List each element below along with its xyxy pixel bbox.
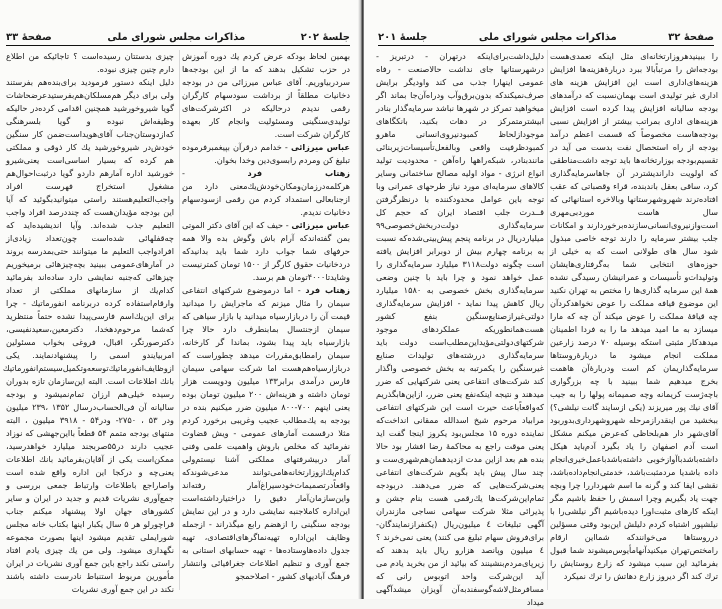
- paragraph: عباس میرزائی - حیف که این آقای دکتر الموتی بمن گفته‌اندکه آرام باش وگوش بده والا همه حرفهای شما جواب دارد شما باید بدانیدکه دردخانیات حقوق کارگر از ۱۵۰۰ تومان کمترنیست وشایدتا۴۰۰۰تومان هم برسد.: [182, 220, 350, 282]
- page-number: صفحهٔ ۳۳: [6, 32, 52, 43]
- paragraph: دلیل اینکه دستور فرمودید برای‌بنده‌هم بفرستند ولی برای دیگر هم‌مسلکان‌هم‌بفرستید‌عرضحاشات گویا شیروخورشید همچنین اقدامی کرده‌در حالیکه وظیفه‌اش نبوده و گویا بلسرهنگی که‌ازدوستان‌جناب آقای‌هویداست‌ضمن کار سنگین خودش‌در شیروخورشید یك کار ذوقی و مملکتی هم کرده که بسیار اساسی‌است یعنی‌شیرو خورشید اداره آمارهم داردو گویا درثبت‌احوال‌هم مشغول استخراج فهرست افراد واجب‌التعلیم‌هستند راستی میتوانیدبگوئید که آیا این بودجه مؤیدان‌هست که چنددرصد افراد واجب التعلیم جذب شده‌اند. وآیا اندیشیده‌اید که چه‌قفلهائی شده‌است چون‌تعداد زیادی‌از افرادواجب التعلیم ما میتوانند حتی‌بمدرسه بروند در آمارهای‌عمومی ببینید بچه‌چیزهائی برمیخوریم چیزهائی که‌جنبه نمایشی دارد ساده‌اند بفرمائید کدام‌یك از سازمانهای مملکتی از تعداد وارقام‌استفاده کرده دربرنامه انفورماتیك - چرا برای این‌یك‌اسم فارسی‌پیدا نشده حتماً منتظرید که‌شما مرحوم‌دهخدا، دکترمعین،سعیدنفیسی، دکترصورتگر، اقبال، فروغی بخواب مسئولین امربیایندو اسمی را پیشنهادنمایند. یکی ازوظایف‌انفورماتیك‌توسعه‌وتکمیل‌سیستم‌انفورماتیك بانك اطلاعات است. البته این‌سازمان تازه بدوران رسیده خیلی‌هم ارزان تمام‌نمیشود و بودجه سالیانه آن فی‌الحساب‌درسال ۱۳۵۲ ،۲۳۹ میلیون ودر ۵۳ ، ۲۷۵۰- ودر۵۴ - ۳۹۱۸ میلیون ، البته منتهای بودجه متمم ۵۴ قطعاً بااین‌جهشی که نوزاد عجیب دارند در۵۵صربجند میلیارد خواهدرسید، ممکن‌است یکی از آقایان‌بفرمائید بانك اطلاعات یعنی‌چه و درکجا این اداره واقع شده است واصاراجع باطلاعات وارتباط جمعی بررسی و جمع‌آوری نشریات قدیم و جدید در ایران و سایر کشورهای جهان اولا پیشنهاد میکنم جناب قراچورلو هر ۵ سال یکبار اینها بکتاب خانه مجلس شورایملی تقدیم میشود اینها بصورت مجموعه نگهداری میشود. ولی من یك چیزی یادم افتاد راستی نکند راجع باین جمع آوری نشریات در ایران مأمورین مربوط استنباط نادرست داشته باشند نکند در این جمع آوری نشریات: [2, 77, 175, 594]
- session-number: جلسهٔ ۲۰۲: [300, 32, 350, 43]
- header-rule: [6, 45, 350, 46]
- paragraph: چیزی بدستتان رسیده‌است ؟ تاجائیکه من اطلاع دارم چنین چیزی نبوده.: [6, 51, 174, 74]
- paragraph: زهتاب فرد - هرکلمه‌درزمان‌ومکان‌خودش‌یك‌معنی دارد من ازجنابعالی استمداد کردم من رقمی ازسودسهام دخانیات ندیدم.: [182, 168, 351, 217]
- left-page-header: [6, 27, 350, 43]
- column-divider: [179, 50, 180, 590]
- paragraph: عباس میرزائی - خدامم درقرآن بپیغمبرفرموده تبلیغ کن ومردم رابسوی‌دین وخدا بخوان.: [182, 142, 350, 165]
- paragraph: بهمین لحاظ بودکه عرض کردم یك دوره آموزش در حزب تشکیل بدهند که ما از این بودجه‌ها سردربیاوریم. آقای عباس میرزائی من در بودجه دخانیات مطلقاً از برداشت سودسهام کارگران رقمی ندیدم درحالیکه در اکثرشرکت‌های تولیدی‌سنگینی ومسئولیت وانجام کار بعهده کارگران شرکت است.: [182, 51, 350, 139]
- journal-title: مذاکرات مجلس شورای ملی: [478, 32, 617, 43]
- column-divider: [547, 50, 548, 590]
- right-page-header: [378, 27, 714, 43]
- text-column-2: [2, 50, 175, 596]
- speaker-name: زهتاب فرد: [305, 285, 350, 295]
- left-page: [0, 0, 360, 599]
- speaker-name: عباس میرزائی: [290, 142, 350, 152]
- speaker-name: عباس میرزائی: [291, 220, 350, 230]
- page-number: صفحهٔ ۳۲: [668, 32, 714, 43]
- journal-title: مذاکرات مجلس شورای ملی: [107, 32, 246, 43]
- paragraph: دلیل‌داشت‌برای‌اینکه درتهران - درتبریز - درشهرستانها جای نداشت حالاصنعت - رفاه عمومی اینهارا جذب می کند واودیگر برایش صرف‌نمیکندکه بدون‌برق‌وآب ودراه‌آن‌جا بماند اگر میخواهید تمرکز در شهرها نباشد سرمایه‌گذار بنادر ابیشترمتمرکز در دهات بکنید، بانکگاهای موجودازلحاظ کمبودنیروی‌انسانی ماهرو کمبود‌ظرفیت واقعی وبالفعل‌تأسیسات‌زیربنائی مانندبنادر، شبکه‌راهها راه‌آهن - محدودیت تولید انواع انرژی - مواد اولیه مصالح ساختمانی وسایر کالاهای سرمایه‌ای مورد نیاز طرحهای عمرانی وبا توجه باین عوامل محدودکننده با درنظرگرفتن قــدرت جلب اقتصاد ایران که حجم کل سرمایه‌گذاری دولت‌دربخش‌خصوصی۹۹ میلیارد‌ریال در برنامه پنجم پیش‌بینی‌شده‌که نسبت به برنامه چهارم بیش از دوبرابر افزایش یافته است چگونه دولت۳۱۱۸ میلیارد سرمایه‌گذاری را عمل خواهد نمود و چرا باید با چنین وضعی سرمایه‌گذاری بخش خصوصی به ۱۵۸۰ میلیارد ریال کاهش پیدا نماید - افزایش سرمایه‌گذاری دولتی‌غیرازصنایع‌سنگین بنفع کشور هست‌همانطوریکه عملکردهای موجود شرکتهای‌دولتی‌مؤیداین‌مطلب‌است دولت باید سرمایه‌گذاری دررشته‌های تولیدات صنایع غیرسنگین را یکمرتبه به بخش خصوصی واگذار کند شرکت‌های انتفاعی یعنی شرکتهایی که ضرر میدهند و نتیجه اینکه‌نفع یعنی ضرر، ازاین‌هابگذریم که‌واقعاًباعث حیرت است این شرکتهای انتفاعی مرابیاد مرحوم شیخ اسدالله ممقانی انداخت‌که نماینده دوره ۱۵ مجلس‌بود یکروز اینجا گفت اید یعنی موقت راجع به محاکمهٔ رضا افشار بود حالا بنده هم بعد ازاین مدت ازدیدهمان‌هم‌شهری‌ست و چند سال پیش باید بگویم شرکت‌های انتفاعی یعنی‌شرکت‌هایی که ضرر می‌دهند. دربودجه تمام‌این‌شرکت‌ها یك‌رقمی هست بنام جشن و پذیرائی مثلا شرکت سهامی نساجی مازندران آگهی تبلیغات ٤ میلیون‌ریال (یکنفر‌ازنمایندگان- برای‌فروش سهام تبلیغ می کنند) یعنی نمی‌خرند ؟ ٤ میلیون وپانصد هزارو ریال باید بدهند که زیرپای‌مردم‌بنشینند که بیائید از من بخرید یادم می آید این‌شرکت واحد اتوبوس رانی که مسافر‌مثل‌لاشه‌گوسفندبه‌آن آویزان میشدآگهی میداد: [376, 51, 544, 607]
- paragraph: زهتاب فرد - اما درموضوع شرکتهای انتفاعی سیمان را مثال میزنم که ماجرایش را میدانید قیمت آن را دربازارسیاه میدانید یا بازار سیاهی که سیمان ازجنتسال بمابنطرف دارد حالا چرا بازارسیاه باید پیدا بشود، بماندا گر کارخانه، سیمان رامطابق‌مقررات میدهد چطوراست که دربازارسیاه‌هم‌هست اما شرکت سهامی سیمان فارس درآمدی برابر۱۳۳ میلیون ودویست هزار تومان داشته و هزینه‌اش ۲۰۰ میلیون تومان بوده یعنی اینهم ۷۰۰-۸۰۰ میلیون ضرر میکنیم بنده در بودجه به یك‌مطالب عجیب وغریبی برخورد کردم مثلا درقسمت آمارهای عمومی - ویش قضاوت نفرمائید که مخلص باروش واهمیت علمی وفنی آمار دربیشرفتهای مملکتی آشنا نیستم‌ولی کدام‌یك‌ازوزارتخانه‌هامی‌توانند مدعی‌شوندکه واقعاًدرتصمیمات‌خودسیراغ‌آمار رفته‌اند واین‌سازمان‌آمار دقیق را دراختیارداشته‌است این‌اداره کاملاجنبه نمایشی دارد و در این نمایش بودجه سنگینی را ازهضم رابع میگذراند - ازجمله وظایف این‌اداره تهیه‌نماگرهای‌اقتصادی، تهیه جدول داده‌ها‌وستاده‌ها - تهیه حسابهای استانی به جمع آوری و تنظیم اطلاعات جغرافیائی وانتشار فرهنگ آبادیهای کشور - اصلاحمجو: [182, 285, 351, 581]
- session-number: جلسهٔ ۲۰۱: [378, 32, 428, 43]
- text-column-1: [182, 50, 350, 583]
- text-column-1: [550, 50, 718, 583]
- header-rule: [378, 45, 714, 46]
- text-column-2: [376, 50, 544, 609]
- paragraph: را ببینیدهروزارتخانه‌ای مثل اینکه تعمدی‌هست بودجه‌اش را مرتباًبالا ببرد دربارهٔ‌هزینه‌ها افزایش هزینه‌های‌اداری است این افزایش هزینه های اداری غیر تولیدی است بهمان‌نسبت که درآمدهای بودجه سالیانه افزایش پیدا کرده است افزایش هزینه‌های اداری بمراتب بیشتر از افزایش نسبی بودجه‌هاست مخصوصاً که قسمت اعظم درآمد بودجه از راه استحصال نفت بدست می آید در تقسیم‌بودجه بوزارتخانه‌ها باید توجه داشت‌مناطقی که اولویت داراندیشتردر آن جاهاسرمایه‌گذاری کرد، ساقی بعقل باندبنده، قراء وقصباتی که عقب افتاده‌ترند شهروشهرستانها وبالاخره استانهائی که سال هاست موردبی‌مهری است‌وازنیروی‌انسانی‌سازنده‌برخوردارند و امکانات جلب بیشتر سرمایه را دارند توجه خاصی مبذول شود سال های طولانی است که به خیلی از حوزه‌های انتخابی شما به‌گرفتاری‌هایشان وتولیدات‌و تأسیسات و عمرانیشان رسیدگی نشده همهٔ این سرمایه گذاری‌ها را مختص به تهران نکنید این موضوع قیافه مملکت را عوض نخواهدکردآن چه قیافهٔ مملکت را عوض میکند آن چه که مارا میسازد به ما امید میدهد ما را به فردا اطمینان میدهدکار مثبتی استکه بوسیله ۷۰ درصد زارعین مملکت انجام میشود ما دربارهٔ‌روستاها سرمایه‌گذاریمان کم است ودربارهٔ‌آن هاهمت بخرج میدهیم شما ببینید با چه بزرگواری باچه‌ژست کریمانه وچه صمیمانه پولها را به جیب آقای نیك پور میریزند (یکی ازسایند گانت نیلشی؟) ببخشید من اینقدر‌ازمرحله شهروشهرداری‌بدوربود آقای‌شهر دار هم‌بلحاظی که‌عرض میکنم مشکل است آدم اصفهان را یاد بگیرد آدم‌باید هیکل داشته‌باشدباآوازخوبی داشته‌باشدباعمل‌خیری‌انجام داده باشدیا مرد‌مثبت‌باشد، خدمتی‌انجام‌داده‌باشد، نقشی ایفا کند و گرنه ما اسم شهرداررا چرا وبچه جهت یاد بگیریم وچرا اسمش را حفظ باشیم مگر اینکه کارهای مثبت‌اورا دیده‌باشیم اگر نیلشی‌را با نیلشپور اشتباه کردم دلیلش این‌بود وقتی مسؤلین درروستاها می‌خوانندکه شمااین ارقام رامختص‌تهران میکنید‌آنها‌مأیوس‌میشوند شما قبول بفرمائید این سبب میشود که زارع روستایش را ترك کند اگر دیروز زارع دهاتش را ترك نمیکرد: [550, 51, 718, 581]
- right-page: [364, 0, 722, 607]
- speaker-name: زهتاب فرد: [247, 168, 351, 178]
